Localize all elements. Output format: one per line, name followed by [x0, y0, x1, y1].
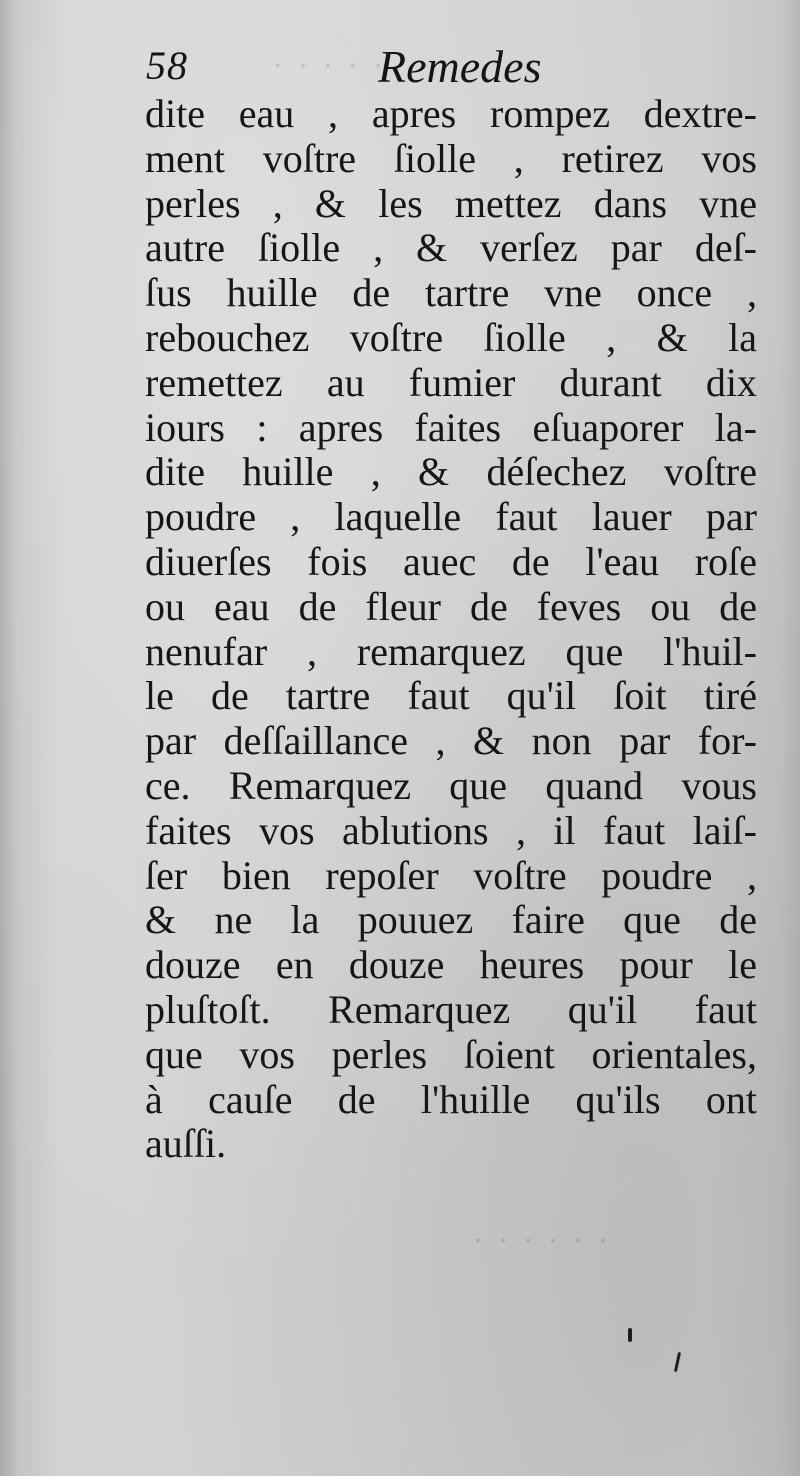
text-line: nenufar , remarquez que l'huil- [145, 628, 757, 674]
text-line: ment voſtre ſiolle , retirez vos [145, 135, 757, 181]
bleed-through-text: . . . . . . [470, 1215, 608, 1250]
text-line: à cauſe de l'huille qu'ils ont [145, 1076, 757, 1122]
text-line: ſer bien repoſer voſtre poudre , [145, 852, 757, 898]
text-line: faites vos ablutions , il faut laiſ- [145, 807, 757, 853]
text-line: remettez au fumier durant dix [145, 359, 757, 405]
text-line: rebouchez voſtre ſiolle , & la [145, 314, 757, 360]
text-line: le de tartre faut qu'il ſoit tiré [145, 673, 757, 719]
text-line: douze en douze heures pour le [145, 942, 757, 988]
text-line: pluſtoſt. Remarquez qu'il faut [145, 986, 757, 1032]
running-title: Remedes [378, 41, 542, 92]
text-line: dite eau , apres rompez dextre- [145, 91, 757, 136]
text-line: que vos perles ſoient orientales, [145, 1031, 757, 1077]
ink-speck [628, 1328, 632, 1342]
text-line: perles , & les mettez dans vne [145, 180, 757, 226]
page-header [142, 40, 762, 96]
text-line: ſus huille de tartre vne once , [145, 270, 757, 316]
ink-speck [674, 1352, 681, 1372]
bleed-through-text: . . . . . [270, 40, 383, 75]
body-text [145, 92, 757, 1167]
text-line: par deſſaillance , & non par for- [145, 718, 757, 764]
text-line: autre ſiolle , & verſez par deſ- [145, 225, 757, 271]
text-line: iours : apres faites eſuaporer la- [145, 404, 757, 450]
page-number: 58 [146, 43, 188, 88]
text-line: dite huille , & déſechez voſtre [145, 449, 757, 495]
text-line: poudre , laquelle faut lauer par [145, 494, 757, 540]
text-line: & ne la pouuez faire que de [145, 897, 757, 943]
text-line: ce. Remarquez que quand vous [145, 762, 757, 808]
text-line: ou eau de fleur de feves ou de [145, 583, 757, 629]
text-line: auſſi. [145, 1121, 227, 1167]
text-line: diuerſes fois auec de l'eau roſe [145, 538, 757, 584]
